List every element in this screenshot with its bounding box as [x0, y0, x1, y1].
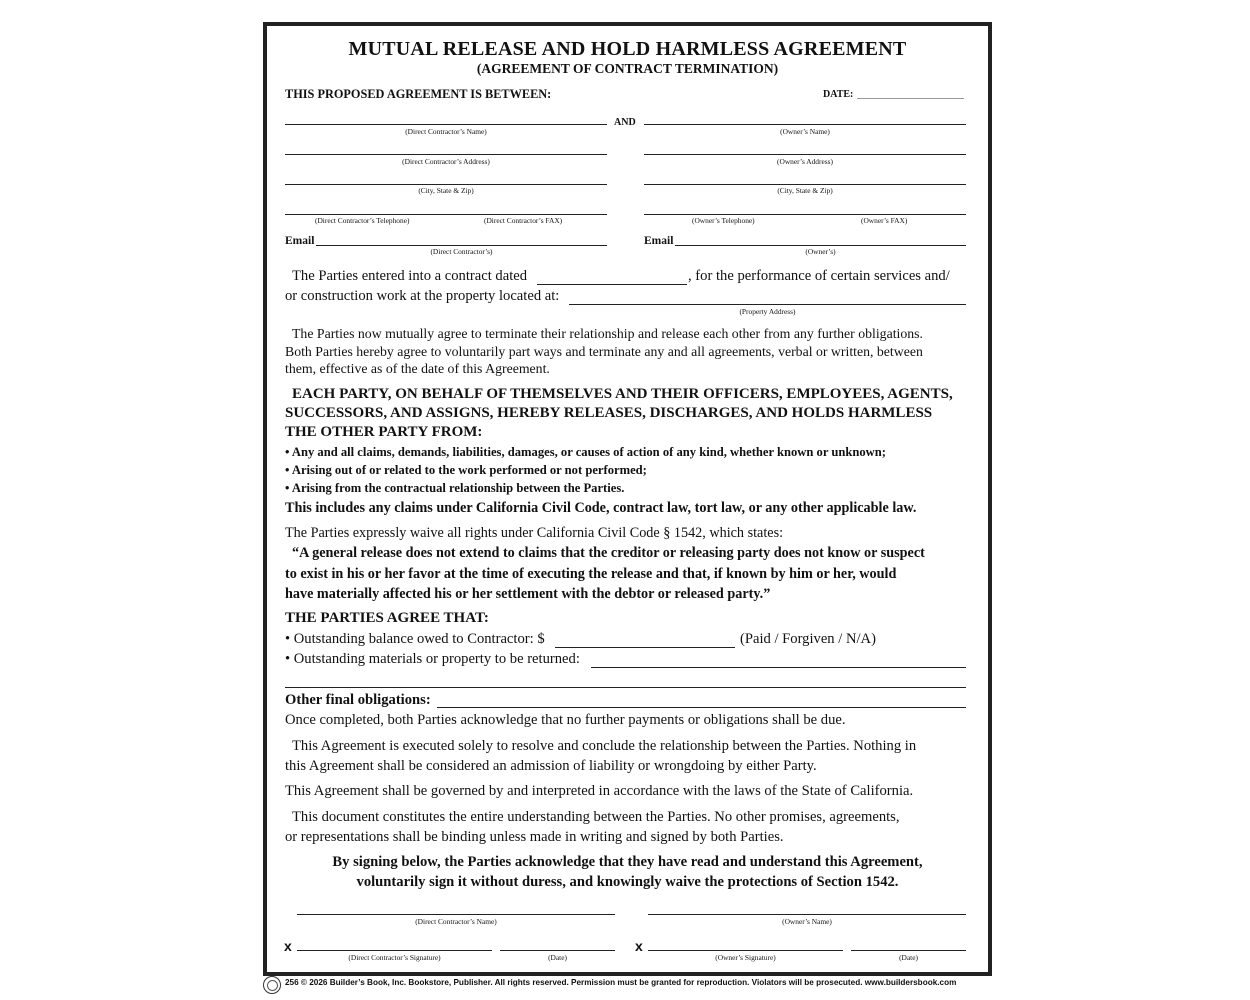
civil-code-quote-2: to exist in his or her favor at the time of executing the release and that, if known by him or her, would	[285, 566, 897, 582]
contractor-signature-field[interactable]	[297, 950, 492, 951]
owner-city-caption: (City, State & Zip)	[777, 186, 833, 195]
contractor-email-label: Email	[285, 235, 315, 247]
document-subtitle: (AGREEMENT OF CONTRACT TERMINATION)	[476, 61, 779, 76]
release-line-3: THE OTHER PARTY FROM:	[285, 424, 483, 440]
owner-date-field[interactable]	[851, 950, 966, 951]
and-label: AND	[614, 117, 636, 128]
contractor-email-field[interactable]	[316, 245, 607, 246]
contractor-phone-fax-field[interactable]	[285, 214, 607, 215]
owner-email-caption: (Owner’s)	[805, 247, 836, 256]
other-obligations-label: Other final obligations:	[285, 692, 431, 708]
owner-signature-x-mark: x	[635, 938, 643, 954]
release-bullet: • Arising from the contractual relationship between the Parties.	[285, 481, 625, 495]
owner-name-caption: (Owner’s Name)	[780, 127, 830, 136]
entire-line-1: This document constitutes the entire understanding between the Parties. No other promises, agreements,	[292, 809, 900, 825]
contractor-signature-x-mark: x	[284, 938, 292, 954]
contractor-telephone-caption: (Direct Contractor’s Telephone)	[315, 216, 410, 225]
owner-printed-name-caption: (Owner’s Name)	[782, 917, 832, 926]
executed-line-1: This Agreement is executed solely to resolve and conclude the relationship between the Parties. Nothing in	[292, 738, 917, 754]
property-address-caption: (Property Address)	[739, 307, 796, 316]
materials-label: • Outstanding materials or property to be returned:	[285, 651, 580, 667]
contractor-name-caption: (Direct Contractor’s Name)	[405, 127, 487, 136]
balance-field[interactable]	[555, 647, 735, 648]
release-line-1: EACH PARTY, ON BEHALF OF THEMSELVES AND THEIR OFFICERS, EMPLOYEES, AGENTS,	[292, 386, 953, 402]
contractor-date-caption: (Date)	[548, 953, 567, 962]
release-bullet: • Arising out of or related to the work performed or not performed;	[285, 463, 647, 477]
executed-line-2: this Agreement shall be considered an admission of liability or wrongdoing by either Party.	[285, 758, 817, 774]
contractor-printed-name-caption: (Direct Contractor’s Name)	[415, 917, 497, 926]
owner-telephone-caption: (Owner’s Telephone)	[692, 216, 755, 225]
contractor-city-field[interactable]	[285, 184, 607, 185]
contractor-address-field[interactable]	[285, 154, 607, 155]
owner-signature-field[interactable]	[648, 950, 843, 951]
owner-printed-name-field[interactable]	[648, 914, 966, 915]
signing-line-2: voluntarily sign it without duress, and knowingly waive the protections of Section 1542.	[356, 874, 899, 890]
governed-text: This Agreement shall be governed by and interpreted in accordance with the laws of the State of California.	[285, 783, 914, 799]
property-address-field[interactable]	[569, 304, 966, 305]
release-bullet: • Any and all claims, demands, liabilities, damages, or causes of action of any kind, whether known or unknown;	[285, 445, 886, 459]
contractor-date-field[interactable]	[500, 950, 615, 951]
terminate-line-2: Both Parties hereby agree to voluntarily part ways and terminate any and all agreements, verbal or written, between	[285, 344, 923, 359]
date-field[interactable]	[857, 98, 964, 99]
balance-label: • Outstanding balance owed to Contractor: $	[285, 631, 545, 647]
waive-rights-text: The Parties expressly waive all rights under California Civil Code § 1542, which states:	[285, 525, 784, 541]
agree-heading: THE PARTIES AGREE THAT:	[285, 610, 489, 626]
terminate-line-3: them, effective as of the date of this Agreement.	[285, 361, 550, 376]
civil-code-quote-3: have materially affected his or her settlement with the debtor or released party.”	[285, 586, 771, 602]
balance-options: (Paid / Forgiven / N/A)	[740, 631, 876, 647]
contractor-printed-name-field[interactable]	[297, 914, 615, 915]
footer-copyright: 256 © 2026 Builder’s Book, Inc. Bookstore, Publisher. All rights reserved. Permission must be granted for reproduction. Violators will be prosecuted. www.buildersbook.com	[285, 978, 957, 987]
terminate-line-1: The Parties now mutually agree to terminate their relationship and release each other from any further obligations.	[292, 326, 923, 341]
entire-line-2: or representations shall be binding unless made in writing and signed by both Parties.	[285, 829, 784, 845]
release-line-2: SUCCESSORS, AND ASSIGNS, HEREBY RELEASES, DISCHARGES, AND HOLDS HARMLESS	[285, 405, 933, 421]
owner-address-caption: (Owner’s Address)	[777, 157, 833, 166]
owner-phone-fax-field[interactable]	[644, 214, 966, 215]
date-label: DATE:	[823, 89, 854, 100]
other-obligations-field[interactable]	[437, 707, 966, 708]
document-title: MUTUAL RELEASE AND HOLD HARMLESS AGREEMENT	[348, 38, 907, 60]
owner-signature-caption: (Owner’s Signature)	[715, 953, 776, 962]
owner-name-field[interactable]	[644, 124, 966, 125]
owner-email-label: Email	[644, 235, 674, 247]
owner-city-field[interactable]	[644, 184, 966, 185]
contractor-signature-caption: (Direct Contractor’s Signature)	[348, 953, 441, 962]
owner-date-caption: (Date)	[899, 953, 918, 962]
signing-line-1: By signing below, the Parties acknowledge that they have read and understand this Agreement,	[332, 854, 923, 870]
contractor-fax-caption: (Direct Contractor’s FAX)	[484, 216, 563, 225]
contractor-city-caption: (City, State & Zip)	[418, 186, 474, 195]
contractor-name-field[interactable]	[285, 124, 607, 125]
contract-services-text: , for the performance of certain services and/	[688, 268, 950, 284]
contractor-email-caption: (Direct Contractor’s)	[430, 247, 493, 256]
contractor-address-caption: (Direct Contractor’s Address)	[402, 157, 490, 166]
between-label: THIS PROPOSED AGREEMENT IS BETWEEN:	[285, 87, 552, 101]
owner-fax-caption: (Owner’s FAX)	[861, 216, 908, 225]
property-located-text: or construction work at the property located at:	[285, 288, 560, 304]
includes-claims-text: This includes any claims under California Civil Code, contract law, tort law, or any other applicable law.	[285, 500, 917, 516]
materials-field-continued[interactable]	[285, 687, 966, 688]
owner-address-field[interactable]	[644, 154, 966, 155]
civil-code-quote-1: “A general release does not extend to claims that the creditor or releasing party does not know or suspect	[292, 545, 925, 561]
contract-date-field[interactable]	[537, 284, 687, 285]
materials-field[interactable]	[591, 667, 966, 668]
once-completed-text: Once completed, both Parties acknowledge that no further payments or obligations shall be due.	[285, 712, 846, 728]
publisher-seal-icon	[263, 976, 281, 994]
contract-dated-text: The Parties entered into a contract dated	[292, 268, 528, 284]
owner-email-field[interactable]	[675, 245, 966, 246]
